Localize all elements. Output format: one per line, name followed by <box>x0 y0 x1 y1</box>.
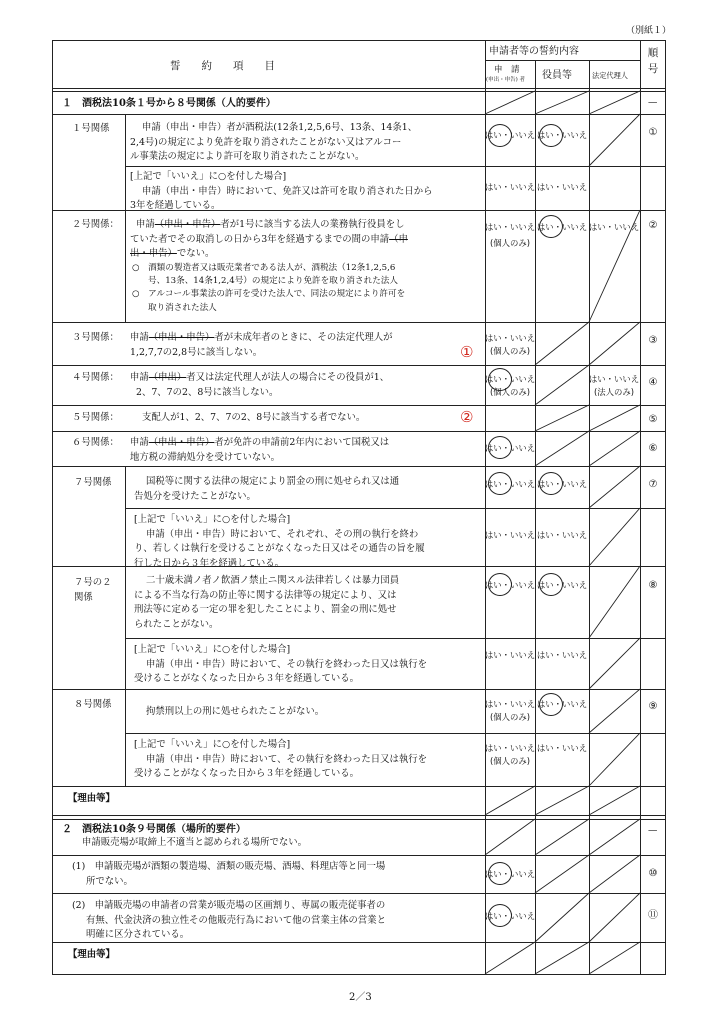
section2-intro: 申請販売場が取締上不適当と認められる場所でない。 <box>82 837 308 848</box>
answer-circle <box>488 124 512 147</box>
order-11: ⑪ <box>648 910 658 921</box>
yesno-r4-legal[interactable]: はい・いいえ <box>588 374 640 384</box>
section2-row2-text: (2) 申請販売場の申請者の営業が販売場の区画割り、専属の販売従事者の 有無、代金決済の独立性その他販売行為において他の営業主体の営業と 明確に区分されている。 <box>72 900 387 941</box>
order-9: ⑨ <box>648 701 658 712</box>
row1-text: 申請（申出・申告）者が酒税法(12条1,2,5,6号、13条、14条1、 2,4号)の規定により免許を取り消されたことがない又はアルコー ル事業法の規定により許可を取り消されたことがない。 <box>130 122 418 163</box>
yesno-s2r1-applicant[interactable]: はい・いいえ <box>484 869 536 879</box>
row8-sub-text: [上記で「いいえ」に○を付した場合] 申請（申出・申告）時において、その執行を終わった日又は執行を 受けることがなくなった日から３年を経過している。 <box>134 739 427 780</box>
header-applicant: 申 請 <box>494 65 520 75</box>
yesno-r6-applicant[interactable]: はい・いいえ <box>484 443 536 453</box>
section2-reason: 【理由等】 <box>68 949 115 960</box>
row6-text: 申請（申出・申告）者が免許の申請前2年内において国税又は 地方税の滞納処分を受けていない。 <box>130 437 390 463</box>
yesno-r8s-applicant[interactable]: はい・いいえ <box>484 743 536 753</box>
order-7: ⑦ <box>648 479 658 490</box>
individual-r4: (個人のみ) <box>489 387 531 397</box>
marker-2: ② <box>460 408 474 426</box>
answer-circle <box>488 368 512 391</box>
section2-dash: — <box>648 825 658 836</box>
yesno-r72s-officer[interactable]: はい・いいえ <box>536 650 588 660</box>
order-6: ⑥ <box>648 443 658 454</box>
order-1: ① <box>648 127 658 138</box>
row7-text: 国税等に関する法律の規定により罰金の刑に処せられ又は通 告処分を受けたことがない。 <box>134 476 400 502</box>
header-applicant-small: (申出・申告) 者 <box>486 77 526 83</box>
yesno-r8-applicant[interactable]: はい・いいえ <box>484 699 536 709</box>
page-number: 2／3 <box>349 992 372 1003</box>
header-legal-rep: 法定代理人 <box>592 71 628 80</box>
row72-label: ７号の２ 関係 <box>74 577 112 603</box>
header-content: 申請者等の誓約内容 <box>489 46 579 57</box>
answer-circle <box>488 472 512 495</box>
yesno-r1-officer[interactable]: はい・いいえ <box>536 130 588 140</box>
row3-label: ３号関係： <box>72 332 119 343</box>
row72-sub-text: [上記で「いいえ」に○を付した場合] 申請（申出・申告）時において、その執行を終わった日又は執行を 受けることがなくなった日から３年を経過している。 <box>134 644 427 685</box>
section2-row1-text: (1) 申請販売場が酒類の製造場、酒類の販売場、酒場、料理店等と同一場 所でない。 <box>72 861 386 887</box>
yesno-r72s-applicant[interactable]: はい・いいえ <box>484 650 536 660</box>
yesno-r7s-applicant[interactable]: はい・いいえ <box>484 530 536 540</box>
row2-label: ２号関係： <box>72 219 119 230</box>
yesno-r4-applicant[interactable]: はい・いいえ <box>484 374 536 384</box>
yesno-r2-applicant[interactable]: はい・いいえ <box>484 222 536 232</box>
yesno-r8s-officer[interactable]: はい・いいえ <box>536 743 588 753</box>
answer-circle <box>488 904 512 927</box>
row72-text: 二十歳未満ノ者ノ飲酒ノ禁止ニ関スル法律若しくは暴力団員 による不当な行為の防止等に関する法律等の規定により、又は 刑法等に定める一定の罪を犯したことにより、罰金の刑に処せ られたことがない。 <box>134 575 400 630</box>
row5-text: 支配人が1、2、7、7の2、8号に該当する者でない。 <box>142 412 366 423</box>
row1-label: １号関係 <box>72 123 110 134</box>
row8-text: 拘禁刑以上の刑に処せられたことがない。 <box>146 706 325 717</box>
order-3: ③ <box>648 335 658 346</box>
row2-text: 申請（申出・申告）者が1号に該当する法人の業務執行役員をし ていた者でその取消しの日から3年を経過するまでの間の申請（申 出・申告）でない。 ○ 酒類の製造者又は販売業者である法人が、酒税法（12条1,2,5,6 号、13条、14条1,2,4号）の規定により免許を取り消された法人 ○ アルコール事業法の許可を受けた法人で、同法の規定により許可を 取り消された法人 <box>130 219 408 313</box>
section1-title: １ 酒税法10条１号から８号関係（人的要件） <box>62 98 276 109</box>
individual-r8: (個人のみ) <box>489 712 531 722</box>
row8-label: ８号関係 <box>74 699 112 710</box>
order-8: ⑧ <box>648 580 658 591</box>
answer-circle <box>539 215 563 238</box>
individual-r2: (個人のみ) <box>489 238 531 248</box>
order-2: ② <box>648 220 658 231</box>
yesno-r2-officer[interactable]: はい・いいえ <box>536 222 588 232</box>
yesno-r1s-officer[interactable]: はい・いいえ <box>536 182 588 192</box>
row4-text: 申請（申出）者又は法定代理人が法人の場合にその役員が1、 2、7、7の2、8号に該当しない。 <box>130 372 390 398</box>
yesno-r72-officer[interactable]: はい・いいえ <box>536 580 588 590</box>
header-items: 誓 約 項 目 <box>170 60 275 72</box>
answer-circle <box>539 472 563 495</box>
section2-title: ２ 酒税法10条９号関係（場所的要件） <box>62 824 246 835</box>
corporate-r4: (法人のみ) <box>593 387 635 397</box>
row1-sub-text: [上記で「いいえ」に○を付した場合] 申請（申出・申告）時において、免許又は許可を取り消された日から 3年を経過している。 <box>130 171 433 212</box>
row7-label: ７号関係 <box>74 477 112 488</box>
answer-circle <box>488 436 512 459</box>
row7-sub-text: [上記で「いいえ」に○を付した場合] 申請（申出・申告）時において、それぞれ、その刑の執行を終わ り、若しくは執行を受けることがなくなった日又はその通告の旨を履 行した日から３年を経過している。 <box>134 514 425 569</box>
yesno-r3-applicant[interactable]: はい・いいえ <box>484 333 536 343</box>
yesno-r1s-applicant[interactable]: はい・いいえ <box>484 182 536 192</box>
row5-label: ５号関係： <box>72 412 119 423</box>
yesno-r8-officer[interactable]: はい・いいえ <box>536 699 588 709</box>
row4-label: ４号関係： <box>72 372 119 383</box>
yesno-r7-officer[interactable]: はい・いいえ <box>536 479 588 489</box>
answer-circle <box>539 573 563 596</box>
section1-reason: 【理由等】 <box>68 793 115 804</box>
yesno-r7-applicant[interactable]: はい・いいえ <box>484 479 536 489</box>
row6-label: ６号関係： <box>72 437 119 448</box>
answer-circle <box>539 693 563 716</box>
section1-dash: — <box>648 97 658 108</box>
annex-label: （別紙１） <box>626 26 672 36</box>
header-officer: 役員等 <box>542 70 572 81</box>
yesno-r1-applicant[interactable]: はい・いいえ <box>484 130 536 140</box>
order-4: ④ <box>648 377 658 388</box>
yesno-r2-legal[interactable]: はい・いいえ <box>588 222 640 232</box>
answer-circle <box>488 862 512 885</box>
yesno-s2r2-applicant[interactable]: はい・いいえ <box>484 911 536 921</box>
marker-1: ① <box>460 343 474 361</box>
yesno-r7s-officer[interactable]: はい・いいえ <box>536 530 588 540</box>
yesno-r72-applicant[interactable]: はい・いいえ <box>484 580 536 590</box>
individual-r8s: (個人のみ) <box>489 756 531 766</box>
individual-r3: (個人のみ) <box>489 346 531 356</box>
order-5: ⑤ <box>648 414 658 425</box>
row3-text: 申請（申出・申告）者が未成年者のときに、その法定代理人が 1,2,7,7の2,8号に該当しない。 <box>130 332 393 358</box>
answer-circle <box>539 124 563 147</box>
header-order: 順号 <box>647 47 659 75</box>
answer-circle <box>488 573 512 596</box>
order-10: ⑩ <box>648 868 658 879</box>
